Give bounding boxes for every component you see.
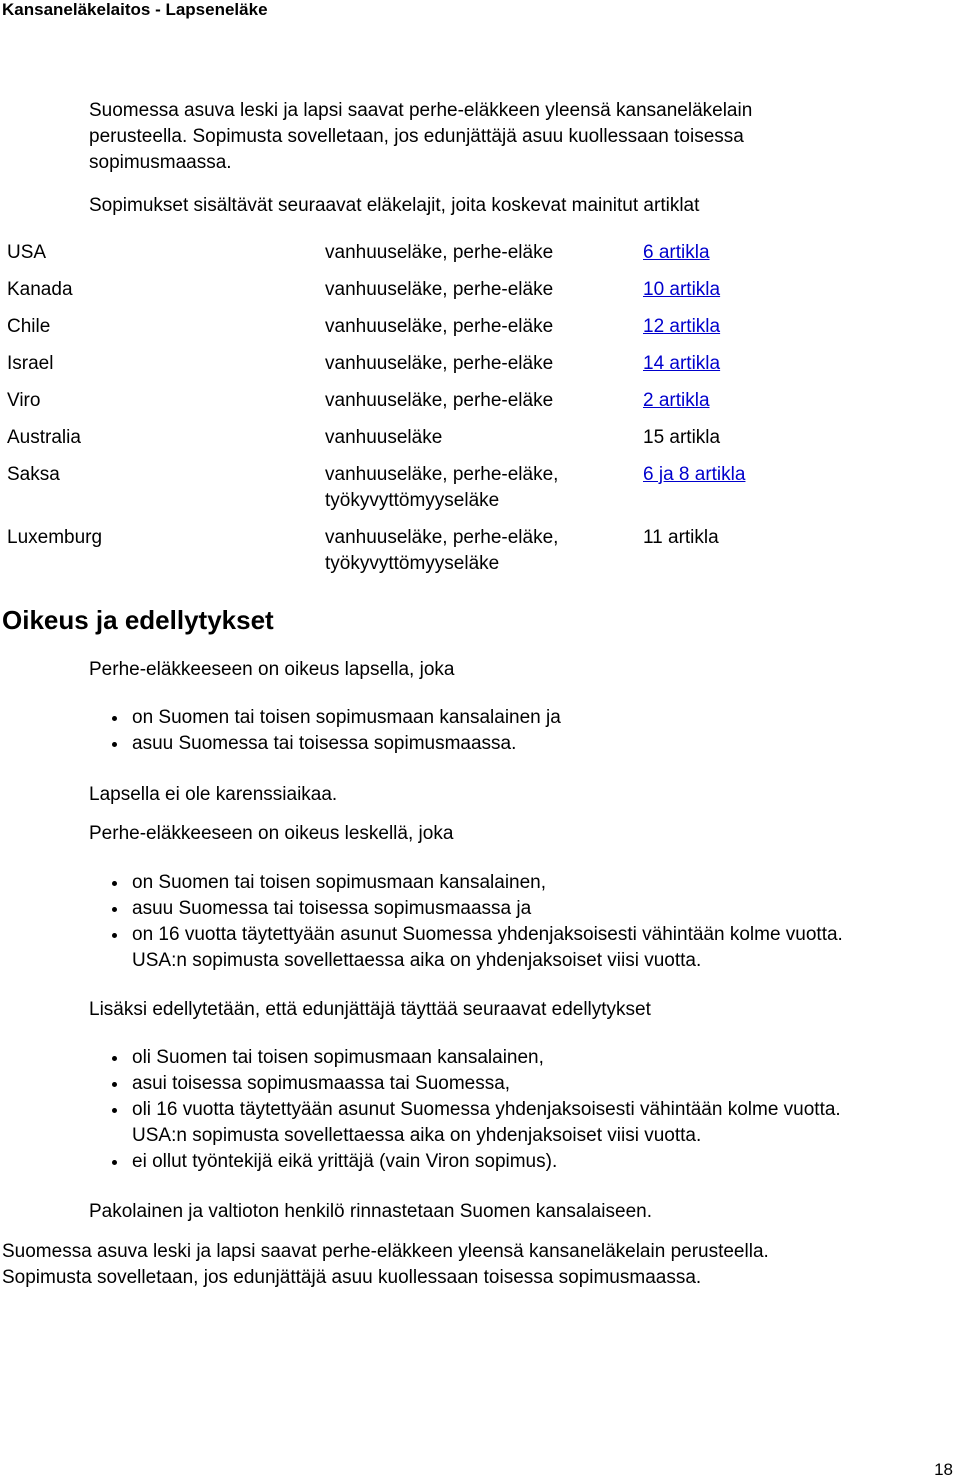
deceased-requirements-intro: Lisäksi edellytetään, että edunjättäjä täyttää seuraavat edellytykset xyxy=(89,999,651,1020)
footer-line: Suomessa asuva leski ja lapsi saavat perhe-eläkkeen yleensä kansaneläkelain perusteella. xyxy=(2,1241,769,1262)
list-item: ei ollut työntekijä eikä yrittäjä (vain Viron sopimus). xyxy=(132,1149,952,1175)
list-item: oli Suomen tai toisen sopimusmaan kansalainen, xyxy=(132,1045,952,1071)
deceased-requirements-list xyxy=(132,1045,952,1175)
article-cell xyxy=(643,240,710,277)
table-row xyxy=(7,277,947,314)
table-intro-text: Sopimukset sisältävät seuraavat eläkelajit, joita koskevat mainitut artiklat xyxy=(89,195,700,216)
article-link[interactable]: 6 artikla xyxy=(643,242,710,263)
table-row xyxy=(7,240,947,277)
table-row xyxy=(7,525,947,588)
article-cell xyxy=(643,462,745,525)
country-cell: Saksa xyxy=(7,464,60,485)
article-cell xyxy=(643,314,720,351)
pension-types-cell: vanhuuseläke, perhe-eläke, työkyvyttömyyseläke xyxy=(325,464,559,511)
list-item: asuu Suomessa tai toisessa sopimusmaassa. xyxy=(132,731,952,757)
intro-line: Suomessa asuva leski ja lapsi saavat perhe-eläkkeen yleensä kansaneläkelain xyxy=(89,100,753,121)
country-cell: Chile xyxy=(7,316,51,337)
country-cell: USA xyxy=(7,242,47,263)
page-number: 18 xyxy=(934,1460,953,1479)
refugee-note: Pakolainen ja valtioton henkilö rinnastetaan Suomen kansalaiseen. xyxy=(89,1201,652,1222)
list-item: asuu Suomessa tai toisessa sopimusmaassa ja xyxy=(132,896,952,922)
intro-line: perusteella. Sopimusta sovelletaan, jos edunjättäjä asuu kuollessaan toisessa xyxy=(89,126,744,147)
pension-types-cell: vanhuuseläke, perhe-eläke, työkyvyttömyyseläke xyxy=(325,527,559,574)
table-row xyxy=(7,314,947,351)
pension-types-cell: vanhuuseläke xyxy=(325,427,443,448)
list-item: oli 16 vuotta täytettyään asunut Suomessa yhdenjaksoisesti vähintään kolme vuotta. USA:n sopimusta sovellettaessa aika on yhdenjaksoiset viisi vuotta. xyxy=(132,1097,952,1149)
article-link[interactable]: 10 artikla xyxy=(643,279,721,300)
table-row xyxy=(7,462,947,525)
country-cell: Israel xyxy=(7,353,54,374)
country-cell: Australia xyxy=(7,427,81,448)
pension-types-cell: vanhuuseläke, perhe-eläke xyxy=(325,353,554,374)
child-eligibility-list xyxy=(132,705,952,757)
country-cell: Luxemburg xyxy=(7,527,103,548)
article-link[interactable]: 6 ja 8 artikla xyxy=(643,464,746,485)
country-cell: Viro xyxy=(7,390,41,411)
country-cell: Kanada xyxy=(7,279,73,300)
intro-line: sopimusmaassa. xyxy=(89,152,232,173)
footer-line: Sopimusta sovelletaan, jos edunjättäjä asuu kuollessaan toisessa sopimusmaassa. xyxy=(2,1267,702,1288)
table-row xyxy=(7,388,947,425)
page-header-title: Kansaneläkelaitos - Lapseneläke xyxy=(2,0,268,19)
list-item: asui toisessa sopimusmaassa tai Suomessa, xyxy=(132,1071,952,1097)
pension-types-cell: vanhuuseläke, perhe-eläke xyxy=(325,242,554,263)
list-item: on Suomen tai toisen sopimusmaan kansalainen ja xyxy=(132,705,952,731)
pension-types-cell: vanhuuseläke, perhe-eläke xyxy=(325,390,554,411)
widow-eligibility-intro: Perhe-eläkkeeseen on oikeus leskellä, joka xyxy=(89,823,454,844)
table-row xyxy=(7,351,947,388)
article-cell: 11 artikla xyxy=(643,527,719,548)
list-item: on 16 vuotta täytettyään asunut Suomessa yhdenjaksoisesti vähintään kolme vuotta. USA:n sopimusta sovellettaessa aika on yhdenjaksoiset viisi vuotta. xyxy=(132,922,952,974)
pension-agreements-table xyxy=(7,240,947,588)
article-cell xyxy=(643,388,710,425)
pension-types-cell: vanhuuseläke, perhe-eläke xyxy=(325,316,554,337)
article-cell xyxy=(643,351,720,388)
article-cell xyxy=(643,277,720,314)
child-eligibility-intro: Perhe-eläkkeeseen on oikeus lapsella, joka xyxy=(89,659,455,680)
section-heading: Oikeus ja edellytykset xyxy=(2,605,274,635)
article-link[interactable]: 2 artikla xyxy=(643,390,710,411)
table-row xyxy=(7,425,947,462)
article-link[interactable]: 12 artikla xyxy=(643,316,721,337)
child-no-waiting-period: Lapsella ei ole karenssiaikaa. xyxy=(89,784,338,805)
footer-paragraph xyxy=(2,1239,769,1291)
list-item: on Suomen tai toisen sopimusmaan kansalainen, xyxy=(132,870,952,896)
widow-eligibility-list xyxy=(132,870,952,974)
intro-paragraph xyxy=(89,98,949,176)
pension-types-cell: vanhuuseläke, perhe-eläke xyxy=(325,279,554,300)
article-cell: 15 artikla xyxy=(643,427,721,448)
article-link[interactable]: 14 artikla xyxy=(643,353,721,374)
